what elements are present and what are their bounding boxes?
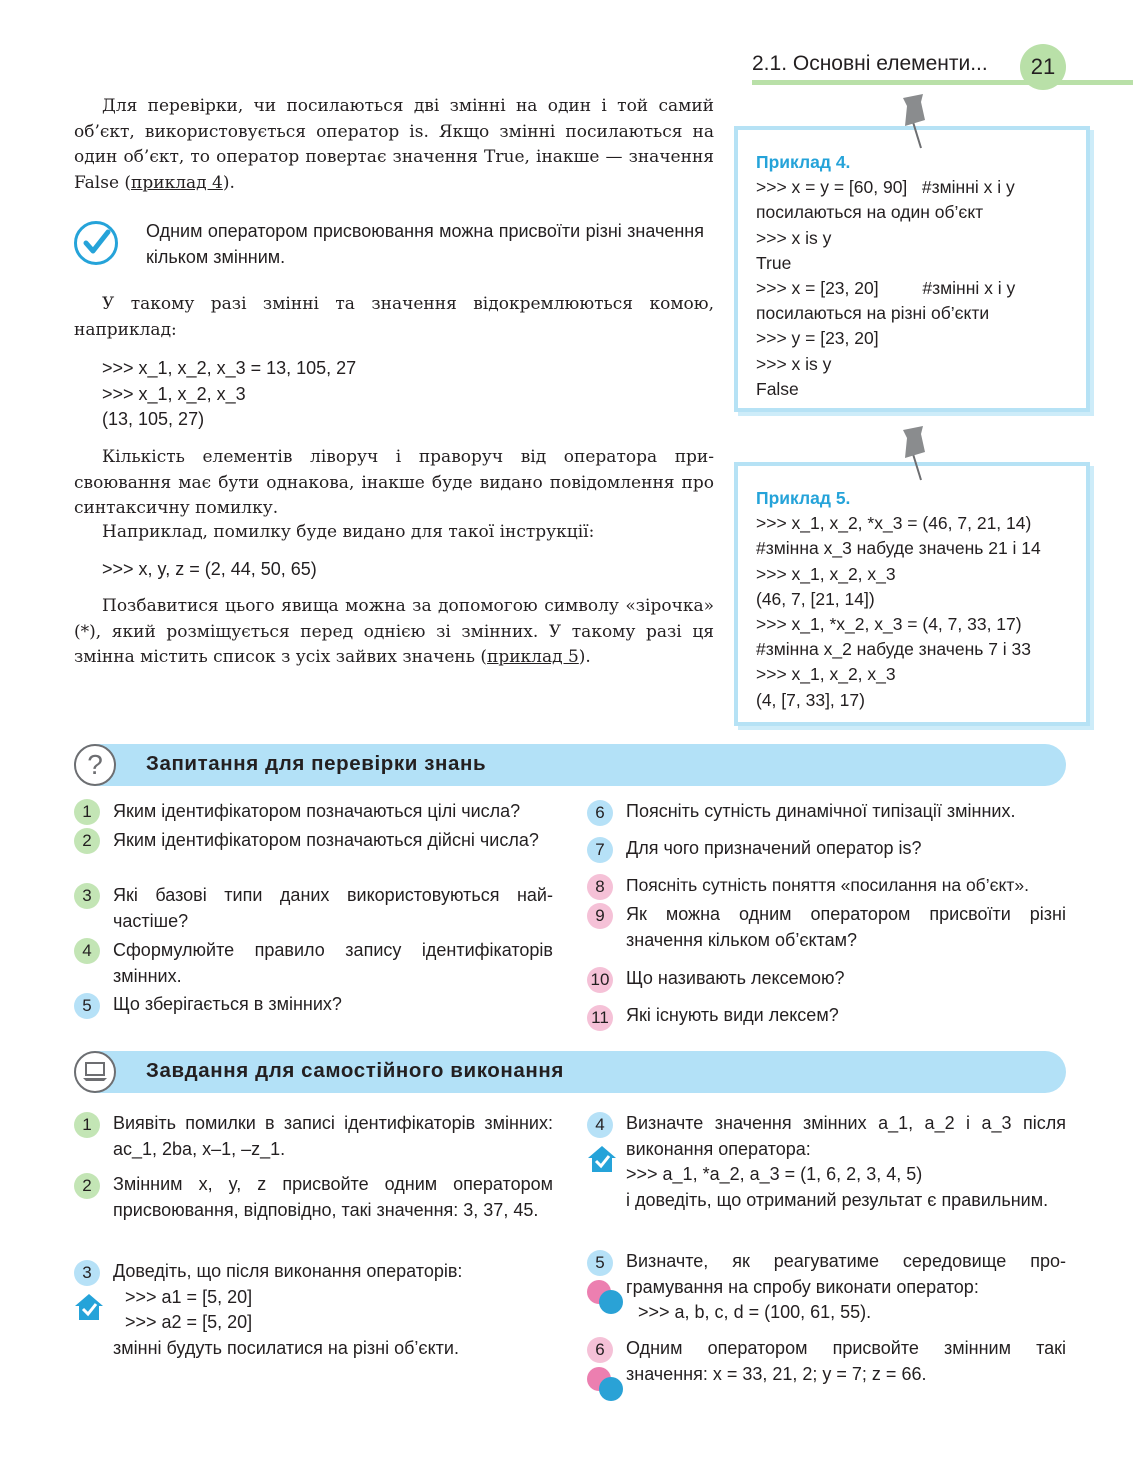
- note-text: Одним оператором присвоювання можна присвоїти різні значення кільком змінним.: [146, 221, 704, 267]
- question-text: Сформулюйте правило запису ідентифікаторів змінних.: [113, 940, 553, 986]
- paragraph-comma: У такому разі змінні та значення відокремлюються комою, наприклад:: [74, 294, 714, 340]
- question-mark-icon: ?: [74, 744, 116, 786]
- code-line: >>> a, b, c, d = (100, 61, 55).: [638, 1302, 872, 1322]
- paragraph-text: Для перевірки, чи посилаються дві змінні на один і той самий об’єкт, використовується оператор is. Якщо змінні посилаються на один об’єкт, то оператор повертає значення True, інакше — значення False (: [74, 96, 714, 193]
- code-line: (4, [7, 33], 17): [756, 689, 865, 710]
- code-line: >>> x_1, x_2, x_3: [102, 383, 246, 404]
- code-block-1: [102, 356, 356, 433]
- code-line: (13, 105, 27): [102, 409, 205, 429]
- question-number: 2: [74, 828, 100, 854]
- code-line: >>> x is y: [756, 353, 832, 374]
- task-number: 3: [74, 1260, 100, 1286]
- question-text: Які існують види лексем?: [626, 1005, 839, 1025]
- question-number: 8: [587, 874, 613, 900]
- task-number: 1: [74, 1112, 100, 1138]
- example-5-box: [734, 462, 1090, 726]
- paragraph-star: [74, 594, 714, 671]
- question-number: 3: [74, 883, 100, 909]
- running-head: 2.1. Основні елементи...: [752, 52, 988, 75]
- difficulty-dots-icon: [587, 1367, 627, 1401]
- code-line: (46, 7, [21, 14]): [756, 588, 875, 609]
- questions-title: Запитання для перевірки знань: [146, 752, 487, 775]
- task-2-text: Змінним x, y, z присвойте одним оператором присвоювання, відповідно, такі значення: 3, 37, 45.: [113, 1174, 553, 1220]
- task-4-text: [626, 1111, 1066, 1213]
- header-rule: [752, 80, 1133, 85]
- task-3-tail: змінні будуть посилатися на різні об’єкти.: [113, 1337, 459, 1358]
- task-6-text: Одним оператором присвойте змінним такі значення: x = 33, 21, 2; y = 7; z = 66.: [626, 1338, 1066, 1384]
- task-5-head: Визначте, як реагуватиме середовище програмування на спробу виконати оператор:: [626, 1251, 1066, 1297]
- code-line: #змінна x_3 набуде значень 21 і 14: [756, 538, 1041, 559]
- task-4-tail: і доведіть, що отриманий результат є правильним.: [626, 1189, 1049, 1210]
- code-line: >>> x = y = [60, 90] #змінні x і y: [756, 177, 1015, 198]
- code-line: >>> x_1, x_2, x_3 = 13, 105, 27: [102, 358, 357, 378]
- paragraph-text-end: ).: [222, 172, 235, 193]
- question-text: Які базові типи даних використовуються найчастіше?: [113, 885, 553, 931]
- paragraph-count: Кількість елементів ліворуч і праворуч від оператора присвоювання має бути однакова, інакше буде видано повідомлення про синтаксичну помилку.: [74, 447, 714, 518]
- question-text: Поясніть сутність поняття «посилання на об’єкт».: [626, 875, 1029, 895]
- question-number: 7: [587, 837, 613, 863]
- question-text: Що зберігається в змінних?: [113, 994, 342, 1014]
- paragraph-text-end: ).: [578, 647, 591, 667]
- code-line: >>> x is y: [756, 227, 832, 248]
- code-line: #змінна x_2 набуде значень 7 і 33: [756, 639, 1032, 660]
- task-number: 6: [587, 1337, 613, 1363]
- homework-icon: [587, 1144, 617, 1174]
- question-text: Яким ідентифікатором позначаються цілі числа?: [113, 801, 521, 821]
- question-number: 5: [74, 993, 100, 1019]
- code-line: >>> x_1, *x_2, x_3 = (4, 7, 33, 17): [756, 614, 1022, 635]
- task-4-head: Визначте значення змінних a_1, a_2 і a_3 після виконання оператора:: [626, 1113, 1066, 1159]
- code-line: >>> x_1, x_2, x_3: [756, 664, 896, 685]
- difficulty-dots-icon: [587, 1280, 627, 1314]
- code-line: >>> x = [23, 20] #змінні x і y: [756, 278, 1016, 299]
- pushpin-icon: [895, 424, 939, 482]
- code-line: >>> a1 = [5, 20]: [125, 1286, 253, 1307]
- checkmark-icon: [74, 221, 118, 265]
- code-line: >>> y = [23, 20]: [756, 328, 879, 349]
- laptop-icon: [74, 1051, 116, 1093]
- paragraph-example: Наприклад, помилку буде видано для такої інструкції:: [102, 522, 595, 542]
- question-text: Яким ідентифікатором позначаються дійсні числа?: [113, 830, 539, 850]
- task-3-head: Доведіть, що після виконання операторів:: [113, 1261, 463, 1281]
- code-block-2: >>> x, y, z = (2, 44, 50, 65): [102, 559, 317, 579]
- question-number: 4: [74, 938, 100, 964]
- question-number: 11: [587, 1005, 613, 1031]
- question-text: Для чого призначений оператор is?: [626, 838, 922, 858]
- question-text: Поясніть сутність динамічної типізації змінних.: [626, 801, 1016, 821]
- example-5-title: Приклад 5.: [756, 488, 851, 508]
- code-line: >>> a2 = [5, 20]: [125, 1312, 253, 1332]
- task-3-text: [113, 1259, 553, 1361]
- tasks-title: Завдання для самостійного виконання: [146, 1059, 564, 1082]
- question-number: 10: [587, 967, 613, 993]
- code-line: >>> x_1, x_2, *x_3 = (46, 7, 21, 14): [756, 513, 1032, 534]
- task-1-text: Виявіть помилки в записі ідентифікаторів змінних: ac_1, 2ba, x–1, –z_1.: [113, 1113, 553, 1159]
- example-4-link[interactable]: приклад 4: [131, 172, 223, 193]
- page-number: 21: [1020, 44, 1066, 90]
- question-number: 1: [74, 799, 100, 825]
- question-number: 9: [587, 903, 613, 929]
- task-number: 2: [74, 1173, 100, 1199]
- example-4-title: Приклад 4.: [756, 152, 851, 172]
- example-4-box: [734, 126, 1090, 412]
- task-number: 4: [587, 1112, 613, 1138]
- question-text: Як можна одним оператором присвоїти різні значення кільком об’єктам?: [626, 904, 1066, 950]
- task-5-text: [626, 1249, 1066, 1326]
- code-line: посилаються на один об’єкт: [756, 202, 984, 223]
- code-line: True: [756, 252, 792, 273]
- paragraph-is-operator: [74, 94, 714, 196]
- question-text: Що називають лексемою?: [626, 968, 845, 988]
- question-number: 6: [587, 800, 613, 826]
- paragraph-text: Позбавитися цього явища можна за допомогою символу «зірочка» (*), який розміщується перед однією зі змінних. У такому разі ця змінна містить список з усіх зайвих значень (: [74, 596, 714, 667]
- task-number: 5: [587, 1250, 613, 1276]
- code-line: посилаються на різні об’єкти: [756, 303, 990, 324]
- code-line: >>> x_1, x_2, x_3: [756, 563, 896, 584]
- code-line: >>> a_1, *a_2, a_3 = (1, 6, 2, 3, 4, 5): [626, 1164, 923, 1184]
- homework-icon: [74, 1292, 104, 1322]
- pushpin-icon: [895, 92, 939, 150]
- code-line: False: [756, 378, 799, 399]
- example-5-link[interactable]: приклад 5: [487, 647, 579, 667]
